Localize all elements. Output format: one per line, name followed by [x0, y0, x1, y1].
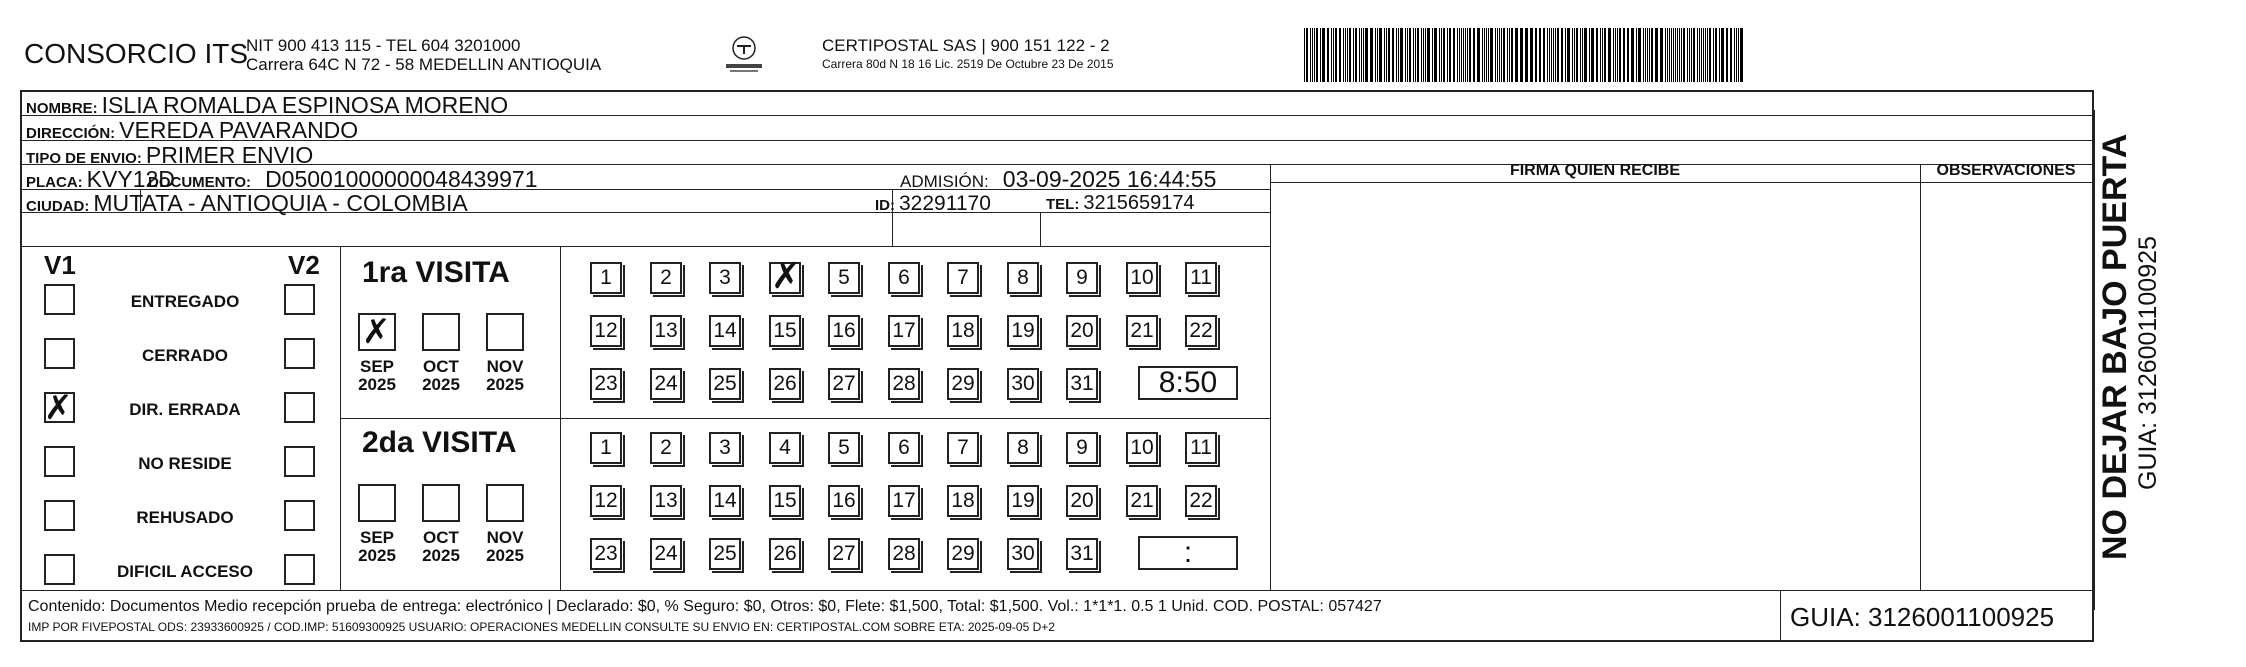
- barcode-bar: [1495, 28, 1496, 82]
- barcode-bar: [1363, 28, 1364, 82]
- year-label: 2025: [358, 375, 396, 394]
- month-label: OCT: [423, 357, 459, 376]
- barcode-bar: [1709, 28, 1711, 82]
- day-box: 11: [1185, 262, 1217, 294]
- barcode-bar: [1615, 28, 1616, 82]
- v1-header: V1: [44, 250, 76, 280]
- year-label: 2025: [486, 546, 524, 565]
- no-dejar-bajo-puerta: NO DEJAR BAJO PUERTA: [2096, 133, 2134, 560]
- barcode-bar: [1488, 28, 1489, 82]
- day-box: 2: [650, 262, 682, 294]
- barcode-bar: [1651, 28, 1653, 82]
- barcode-bar: [1461, 28, 1462, 82]
- year-label: 2025: [358, 546, 396, 565]
- tel-label: TEL:: [1046, 196, 1080, 213]
- day-box: 23: [590, 538, 622, 570]
- day-box: 13: [650, 485, 682, 517]
- barcode-bar: [1467, 28, 1468, 82]
- footer-imp: IMP POR FIVEPOSTAL ODS: 23933600925 / COD.IMP: 51609300925 USUARIO: OPERACIONES MEDELLIN CONSULTE SU ENVIO EN: CERTIPOSTAL.COM SOBRE ETA: 2025-09-05 D+2: [28, 620, 1055, 634]
- barcode-bar: [1687, 28, 1688, 82]
- barcode-bar: [1667, 28, 1668, 82]
- v2-checkbox: [284, 500, 315, 531]
- barcode-bar: [1405, 28, 1406, 82]
- barcode-bar: [1370, 28, 1373, 82]
- barcode-bar: [1497, 28, 1498, 82]
- day-box: 30: [1007, 368, 1039, 400]
- barcode-bar: [1730, 28, 1732, 82]
- barcode-bar: [1589, 28, 1590, 82]
- barcode-bar: [1689, 28, 1690, 82]
- barcode-bar: [1604, 28, 1606, 82]
- observaciones-header: OBSERVACIONES: [1936, 162, 2076, 179]
- barcode-bar: [1396, 28, 1397, 82]
- v2-checkbox: [284, 338, 315, 369]
- barcode-bar: [1675, 28, 1676, 82]
- day-box: 1: [590, 432, 622, 464]
- barcode-bar: [1655, 28, 1658, 82]
- day-box: 16: [828, 315, 860, 347]
- barcode-bar: [1465, 28, 1466, 82]
- ciudad-label: CIUDAD:: [26, 198, 90, 215]
- barcode-bar: [1501, 28, 1502, 82]
- month-label: OCT: [423, 528, 459, 547]
- month-checkbox: [358, 484, 396, 522]
- day-box: 2: [650, 432, 682, 464]
- barcode-bar: [1407, 28, 1408, 82]
- day-box: 27: [828, 538, 860, 570]
- barcode-bar: [1649, 28, 1650, 82]
- barcode-bar: [1432, 28, 1433, 82]
- v2-checkbox: [284, 554, 315, 585]
- month-label: NOV: [486, 357, 524, 376]
- barcode-bar: [1547, 28, 1548, 82]
- visit2-title: 2da VISITA: [362, 426, 517, 459]
- barcode-bar: [1441, 28, 1442, 82]
- barcode-bar: [1574, 28, 1575, 82]
- barcode-bar: [1386, 28, 1387, 82]
- day-box: 31: [1066, 368, 1098, 400]
- barcode-bar: [1582, 28, 1583, 82]
- barcode: [1304, 28, 1914, 82]
- barcode-bar: [1721, 28, 1724, 82]
- day-box: 7: [947, 262, 979, 294]
- month-checkbox: [422, 484, 460, 522]
- day-box: 26: [769, 538, 801, 570]
- status-reason-label: CERRADO: [142, 346, 228, 365]
- barcode-bar: [1627, 28, 1629, 82]
- barcode-bar: [1463, 28, 1464, 82]
- company-name: CONSORCIO ITS: [24, 38, 249, 69]
- barcode-bar: [1398, 28, 1399, 82]
- barcode-bar: [1619, 28, 1621, 82]
- barcode-bar: [1539, 28, 1541, 82]
- barcode-bar: [1734, 28, 1735, 82]
- barcode-bar: [1535, 28, 1537, 82]
- day-box: 31: [1066, 538, 1098, 570]
- barcode-bar: [1553, 28, 1554, 82]
- barcode-bar: [1409, 28, 1411, 82]
- day-x-mark: ✗: [771, 256, 802, 297]
- barcode-bar: [1443, 28, 1445, 82]
- barcode-bar: [1525, 28, 1528, 82]
- barcode-bar: [1679, 28, 1680, 82]
- visit1-title: 1ra VISITA: [362, 256, 510, 289]
- barcode-bar: [1345, 28, 1346, 82]
- barcode-bar: [1636, 28, 1637, 82]
- ciudad-row: [26, 190, 468, 217]
- barcode-bar: [1543, 28, 1545, 82]
- day-box: 19: [1007, 485, 1039, 517]
- day-box: 21: [1126, 485, 1158, 517]
- barcode-bar: [1353, 28, 1354, 82]
- day-box: 24: [650, 538, 682, 570]
- status-reason-label: ENTREGADO: [130, 292, 240, 311]
- v1-checkbox: [44, 446, 75, 477]
- barcode-bar: [1683, 28, 1685, 82]
- day-box: 3: [709, 432, 741, 464]
- barcode-bar: [1331, 28, 1332, 82]
- barcode-bar: [1335, 28, 1337, 82]
- nombre-value: ISLIA ROMALDA ESPINOSA MORENO: [101, 92, 509, 118]
- day-box: 12: [590, 315, 622, 347]
- barcode-bar: [1567, 28, 1570, 82]
- day-box: 4: [769, 432, 801, 464]
- barcode-bar: [1673, 28, 1674, 82]
- barcode-bar: [1561, 28, 1563, 82]
- barcode-bar: [1576, 28, 1578, 82]
- barcode-bar: [1421, 28, 1422, 82]
- barcode-bar: [1638, 28, 1641, 82]
- day-box: 15: [769, 485, 801, 517]
- day-box: 12: [590, 485, 622, 517]
- direccion-label: DIRECCIÓN:: [26, 125, 116, 142]
- direccion-row: [26, 117, 358, 144]
- day-box: 17: [888, 315, 920, 347]
- barcode-bar: [1509, 28, 1510, 82]
- barcode-bar: [1572, 28, 1573, 82]
- barcode-bar: [1434, 28, 1437, 82]
- barcode-bar: [1669, 28, 1670, 82]
- barcode-bar: [1584, 28, 1587, 82]
- id-label: ID:: [875, 197, 895, 214]
- barcode-bar: [1322, 28, 1325, 82]
- day-box: 10: [1126, 432, 1158, 464]
- day-box: 3: [709, 262, 741, 294]
- barcode-bar: [1384, 28, 1385, 82]
- status-reason-label: REHUSADO: [136, 508, 234, 527]
- barcode-bar: [1617, 28, 1618, 82]
- v1-checkbox: [44, 500, 75, 531]
- day-box: 9: [1066, 432, 1098, 464]
- month-checkbox: [486, 313, 524, 351]
- barcode-bar: [1645, 28, 1646, 82]
- barcode-bar: [1591, 28, 1594, 82]
- day-box: 29: [947, 538, 979, 570]
- documento-label: DOCUMENTO:: [148, 174, 252, 191]
- status-reason-label: DIR. ERRADA: [129, 400, 241, 419]
- day-box: 5: [828, 432, 860, 464]
- barcode-bar: [1530, 28, 1533, 82]
- tel-row: [1046, 192, 1195, 215]
- barcode-bar: [1447, 28, 1448, 82]
- barcode-bar: [1600, 28, 1601, 82]
- barcode-bar: [1608, 28, 1611, 82]
- barcode-bar: [1503, 28, 1505, 82]
- barcode-bar: [1415, 28, 1416, 82]
- barcode-bar: [1623, 28, 1625, 82]
- barcode-bar: [1361, 28, 1362, 82]
- footer-contenido: Contenido: Documentos Medio recepción prueba de entrega: electrónico | Declarado: $0, % Seguro: $0, Otros: $0, Flete: $1,500, Total: $1,500. Vol.: 1*1*1. 0.5 1 Unid. COD. POSTAL: 057427: [28, 598, 1382, 615]
- day-box: 22: [1185, 315, 1217, 347]
- tipo-envio-label: TIPO DE ENVIO:: [26, 150, 142, 167]
- day-box: 16: [828, 485, 860, 517]
- v1-checkbox: [44, 338, 75, 369]
- certipostal-license: Carrera 80d N 18 16 Lic. 2519 De Octubre 23 De 2015: [822, 57, 1114, 71]
- barcode-bar: [1580, 28, 1581, 82]
- address-line: Carrera 64C N 72 - 58 MEDELLIN ANTIOQUIA: [246, 55, 602, 74]
- day-box: 28: [888, 538, 920, 570]
- barcode-bar: [1449, 28, 1451, 82]
- barcode-bar: [1726, 28, 1728, 82]
- day-box: 8: [1007, 262, 1039, 294]
- barcode-bar: [1631, 28, 1634, 82]
- barcode-bar: [1549, 28, 1550, 82]
- day-box: 30: [1007, 538, 1039, 570]
- checkbox-x-mark: ✗: [44, 388, 73, 428]
- status-reason-label: NO RESIDE: [138, 454, 232, 473]
- day-box: 6: [888, 432, 920, 464]
- barcode-bar: [1347, 28, 1348, 82]
- barcode-bar: [1304, 28, 1305, 82]
- nombre-label: NOMBRE:: [26, 100, 98, 117]
- day-box: 15: [769, 315, 801, 347]
- barcode-bar: [1327, 28, 1329, 82]
- barcode-bar: [1643, 28, 1644, 82]
- day-box: 24: [650, 368, 682, 400]
- barcode-bar: [1671, 28, 1672, 82]
- barcode-bar: [1705, 28, 1706, 82]
- v1-checkbox: [44, 554, 75, 585]
- barcode-bar: [1691, 28, 1692, 82]
- barcode-bar: [1486, 28, 1487, 82]
- barcode-bar: [1459, 28, 1460, 82]
- barcode-bar: [1719, 28, 1720, 82]
- v2-checkbox: [284, 284, 315, 315]
- day-box: 29: [947, 368, 979, 400]
- day-box: 14: [709, 485, 741, 517]
- barcode-bar: [1647, 28, 1648, 82]
- barcode-bar: [1377, 28, 1378, 82]
- month-checkbox: [486, 484, 524, 522]
- v2-checkbox: [284, 446, 315, 477]
- barcode-bar: [1339, 28, 1341, 82]
- barcode-bar: [1316, 28, 1318, 82]
- barcode-bar: [1701, 28, 1702, 82]
- barcode-bar: [1699, 28, 1700, 82]
- certipostal-nit: CERTIPOSTAL SAS | 900 151 122 - 2: [822, 36, 1110, 55]
- barcode-bar: [1693, 28, 1695, 82]
- barcode-bar: [1602, 28, 1603, 82]
- id-row: [875, 192, 991, 216]
- barcode-bar: [1457, 28, 1458, 82]
- day-box: 5: [828, 262, 860, 294]
- day-box: 25: [709, 368, 741, 400]
- nombre-row: [26, 92, 508, 119]
- barcode-bar: [1392, 28, 1394, 82]
- certipostal-logo: [722, 34, 766, 76]
- certipostal-info: [822, 36, 1114, 74]
- barcode-bar: [1413, 28, 1414, 82]
- barcode-bar: [1707, 28, 1708, 82]
- year-label: 2025: [422, 546, 460, 565]
- day-box: 8: [1007, 432, 1039, 464]
- barcode-bar: [1507, 28, 1508, 82]
- v1-checkbox: [44, 284, 75, 315]
- direccion-value: VEREDA PAVARANDO: [119, 117, 359, 143]
- day-box: 26: [769, 368, 801, 400]
- barcode-bar: [1473, 28, 1475, 82]
- admision-row: [900, 166, 1216, 193]
- barcode-bar: [1333, 28, 1334, 82]
- barcode-bar: [1453, 28, 1455, 82]
- year-label: 2025: [422, 375, 460, 394]
- barcode-bar: [1343, 28, 1344, 82]
- barcode-bar: [1738, 28, 1739, 82]
- day-box: 27: [828, 368, 860, 400]
- year-label: 2025: [486, 375, 524, 394]
- day-box: 19: [1007, 315, 1039, 347]
- documento-row: [148, 166, 538, 193]
- day-box: 7: [947, 432, 979, 464]
- barcode-bar: [1499, 28, 1500, 82]
- barcode-bar: [1551, 28, 1552, 82]
- barcode-bar: [1379, 28, 1382, 82]
- placa-label: PLACA:: [26, 174, 83, 191]
- barcode-bar: [1469, 28, 1471, 82]
- barcode-bar: [1359, 28, 1360, 82]
- day-box: 18: [947, 485, 979, 517]
- day-box: 17: [888, 485, 920, 517]
- footer-guia: GUIA: 3126001100925: [1790, 602, 2055, 632]
- barcode-bar: [1665, 28, 1666, 82]
- day-box: 21: [1126, 315, 1158, 347]
- barcode-bar: [1314, 28, 1315, 82]
- barcode-bar: [1713, 28, 1714, 82]
- barcode-bar: [1427, 28, 1430, 82]
- status-reason-label: DIFICIL ACCESO: [116, 562, 253, 581]
- nit-line: NIT 900 413 115 - TEL 604 3201000: [246, 36, 521, 55]
- day-box: 6: [888, 262, 920, 294]
- barcode-bar: [1482, 28, 1483, 82]
- day-box: 13: [650, 315, 682, 347]
- barcode-bar: [1439, 28, 1440, 82]
- day-box: 14: [709, 315, 741, 347]
- tipo-envio-row: [26, 142, 313, 169]
- barcode-bar: [1312, 28, 1313, 82]
- day-box: 23: [590, 368, 622, 400]
- barcode-bar: [1677, 28, 1678, 82]
- id-value: 32291170: [899, 192, 991, 215]
- month-label: SEP: [359, 357, 395, 376]
- barcode-bar: [1557, 28, 1559, 82]
- day-box: 18: [947, 315, 979, 347]
- month-checkbox: [422, 313, 460, 351]
- day-box: 10: [1126, 262, 1158, 294]
- day-box: 9: [1066, 262, 1098, 294]
- barcode-bar: [1715, 28, 1717, 82]
- barcode-bar: [1349, 28, 1351, 82]
- tipo-envio-value: PRIMER ENVIO: [145, 142, 314, 168]
- placa-value: KVY12D: [86, 166, 175, 192]
- admision-value: 03-09-2025 16:44:55: [1002, 166, 1217, 192]
- ciudad-value: MUTATA - ANTIOQUIA - COLOMBIA: [93, 190, 468, 216]
- barcode-bar: [1596, 28, 1598, 82]
- v2-checkbox: [284, 392, 315, 423]
- documento-value: D05001000000048439971: [265, 166, 538, 192]
- barcode-bar: [1355, 28, 1357, 82]
- day-box: 28: [888, 368, 920, 400]
- barcode-bar: [1423, 28, 1424, 82]
- barcode-bar: [1484, 28, 1485, 82]
- barcode-bar: [1697, 28, 1698, 82]
- barcode-bar: [1740, 28, 1743, 82]
- time-box: :: [1138, 536, 1238, 570]
- firma-header: FIRMA QUIEN RECIBE: [1509, 162, 1681, 179]
- barcode-bar: [1520, 28, 1523, 82]
- day-box: 1: [590, 262, 622, 294]
- barcode-bar: [1490, 28, 1493, 82]
- barcode-bar: [1565, 28, 1566, 82]
- month-label: SEP: [359, 528, 395, 547]
- barcode-bar: [1477, 28, 1480, 82]
- barcode-bar: [1375, 28, 1376, 82]
- time-box: 8:50: [1138, 366, 1238, 400]
- day-box: 25: [709, 538, 741, 570]
- v2-header: V2: [288, 250, 320, 280]
- tel-value: 3215659174: [1083, 192, 1195, 214]
- day-box: 22: [1185, 485, 1217, 517]
- barcode-bar: [1310, 28, 1311, 82]
- day-box: 11: [1185, 432, 1217, 464]
- barcode-bar: [1703, 28, 1704, 82]
- admision-label: ADMISIÓN:: [900, 172, 989, 191]
- side-guia: GUIA: 3126001100925: [2134, 236, 2162, 490]
- barcode-bar: [1388, 28, 1390, 82]
- day-box: 20: [1066, 315, 1098, 347]
- barcode-bar: [1425, 28, 1426, 82]
- month-label: NOV: [486, 528, 524, 547]
- barcode-bar: [1400, 28, 1403, 82]
- barcode-bar: [1660, 28, 1663, 82]
- barcode-bar: [1555, 28, 1556, 82]
- day-box: 20: [1066, 485, 1098, 517]
- barcode-bar: [1417, 28, 1419, 82]
- barcode-bar: [1736, 28, 1737, 82]
- month-x-mark: ✗: [362, 312, 391, 352]
- barcode-bar: [1365, 28, 1368, 82]
- barcode-bar: [1511, 28, 1513, 82]
- barcode-bar: [1320, 28, 1321, 82]
- barcode-bar: [1306, 28, 1308, 82]
- barcode-bar: [1515, 28, 1518, 82]
- barcode-bar: [1681, 28, 1682, 82]
- barcode-bar: [1613, 28, 1614, 82]
- company-info: [246, 36, 601, 74]
